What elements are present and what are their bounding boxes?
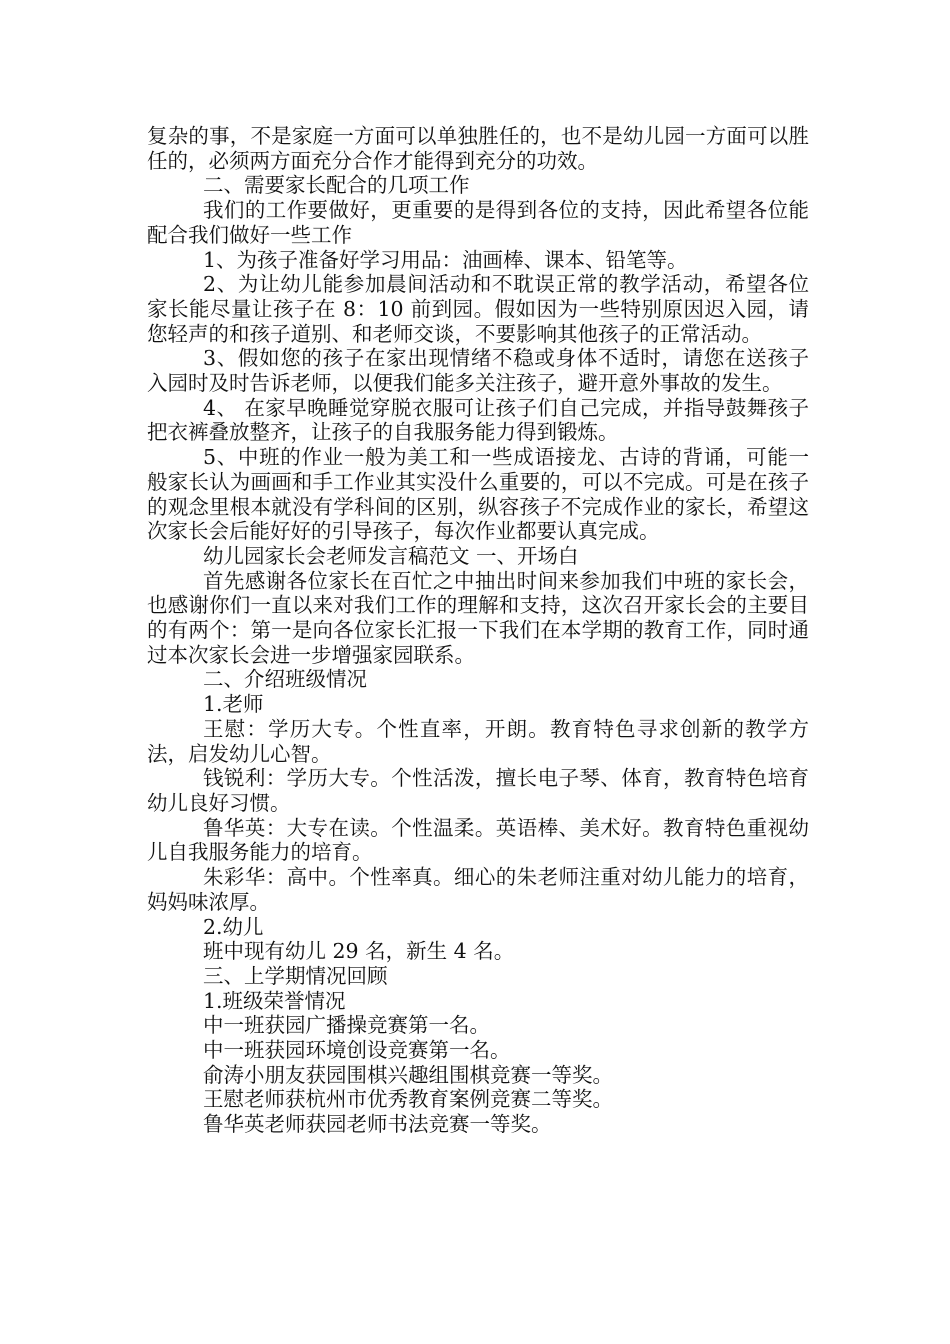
teacher-entry: 鲁华英：大专在读。个性温柔。英语棒、美术好。教育特色重视幼儿自我服务能力的培育。: [147, 815, 809, 865]
paragraph: 我们的工作要做好，更重要的是得到各位的支持，因此希望各位能配合我们做好一些工作: [147, 198, 809, 247]
honor-item: 俞涛小朋友获园围棋兴趣组围棋竞赛一等奖。: [203, 1062, 613, 1087]
list-item: 2、为让幼儿能参加晨间活动和不耽误正常的教学活动，希望各位家长能尽量让孩子在 8：10 前到园。假如因为一些特别原因迟入园，请您轻声的和孩子道别、和老师交谈，不要影响其他孩子的正常活动。: [147, 272, 809, 346]
subsection-heading: 1.班级荣誉情况: [203, 988, 346, 1013]
honor-item: 中一班获园广播操竞赛第一名。: [203, 1013, 490, 1038]
honor-item: 王慰老师获杭州市优秀教育案例竞赛二等奖。: [203, 1087, 613, 1112]
list-item: 3、假如您的孩子在家出现情绪不稳或身体不适时，请您在送孩子入园时及时告诉老师，以便我们能多关注孩子，避开意外事故的发生。: [147, 346, 809, 396]
teacher-entry: 王慰：学历大专。个性直率，开朗。教育特色寻求创新的教学方法，启发幼儿心智。: [147, 716, 809, 766]
section-heading: 三、上学期情况回顾: [203, 963, 388, 988]
paragraph: 班中现有幼儿 29 名，新生 4 名。: [203, 939, 515, 964]
section-heading: 幼儿园家长会老师发言稿范文 一、开场白: [203, 543, 579, 568]
teacher-entry: 朱彩华：高中。个性率真。细心的朱老师注重对幼儿能力的培育，妈妈味浓厚。: [147, 865, 809, 914]
list-item: 4、 在家早晚睡觉穿脱衣服可让孩子们自己完成，并指导鼓舞孩子把衣裤叠放整齐，让孩子的自我服务能力得到锻炼。: [147, 395, 809, 445]
honor-item: 鲁华英老师获园老师书法竞赛一等奖。: [203, 1112, 552, 1137]
section-heading: 二、需要家长配合的几项工作: [203, 173, 470, 198]
paragraph: 首先感谢各位家长在百忙之中抽出时间来参加我们中班的家长会，也感谢你们一直以来对我们工作的理解和支持，这次召开家长会的主要目的有两个：第一是向各位家长汇报一下我们在本学期的教育工作，同时通过本次家长会进一步增强家园联系。: [147, 568, 809, 667]
paragraph: 复杂的事，不是家庭一方面可以单独胜任的，也不是幼儿园一方面可以胜任的，必须两方面充分合作才能得到充分的功效。: [147, 124, 809, 173]
subsection-heading: 2.幼儿: [203, 914, 264, 939]
list-item: 1、为孩子准备好学习用品：油画棒、课本、铅笔等。: [203, 247, 688, 272]
list-item: 5、中班的作业一般为美工和一些成语接龙、古诗的背诵，可能一般家长认为画画和手工作业其实没什么重要的，可以不完成。可是在孩子的观念里根本就没有学科间的区别，纵容孩子不完成作业的家长，希望这次家长会后能好好的引导孩子，每次作业都要认真完成。: [147, 445, 809, 544]
section-heading: 二、介绍班级情况: [203, 667, 367, 692]
honor-item: 中一班获园环境创设竞赛第一名。: [203, 1038, 511, 1063]
teacher-entry: 钱锐利：学历大专。个性活泼，擅长电子琴、体育，教育特色培育幼儿良好习惯。: [147, 766, 809, 815]
subsection-heading: 1.老师: [203, 692, 264, 717]
document-body: [147, 124, 809, 1137]
